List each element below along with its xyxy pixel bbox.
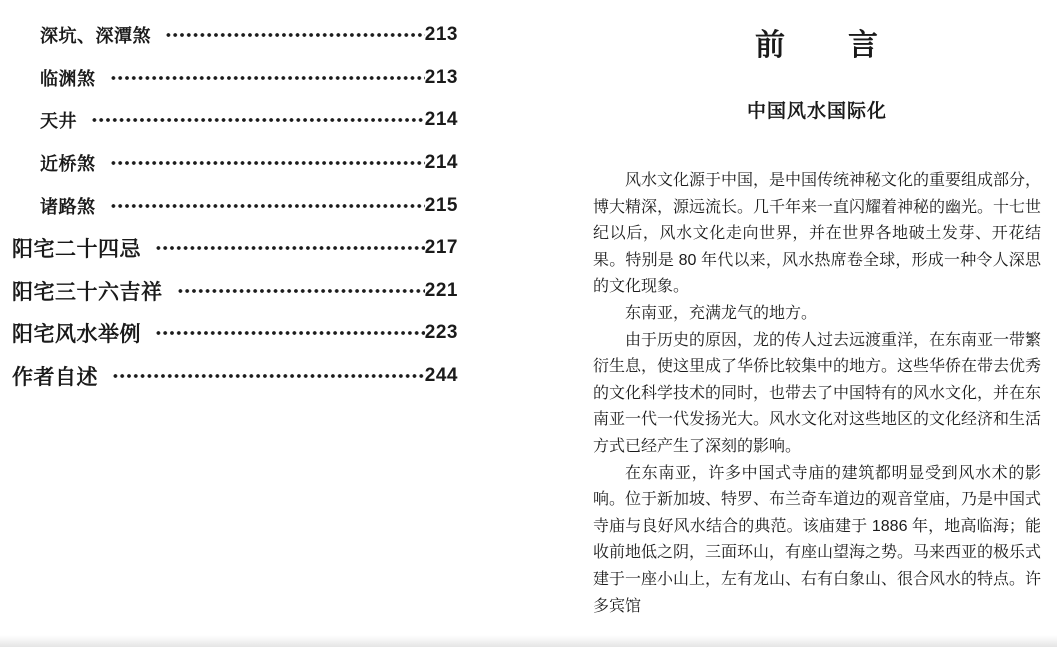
preface-body bbox=[593, 168, 1041, 620]
dot-leader bbox=[110, 67, 425, 89]
dot-leader bbox=[110, 195, 425, 217]
toc-entry bbox=[12, 355, 458, 398]
toc-page-number: 215 bbox=[424, 194, 458, 216]
toc-page-number: 221 bbox=[424, 279, 458, 301]
preface-paragraph: 风水文化源于中国，是中国传统神秘文化的重要组成部分，博大精深，源远流长。几千年来一直闪耀着神秘的幽光。十七世纪以后，风水文化走向世界，并在世界各地破土发芽、开花结果。特别是 80 年代以来，风水热席卷全球，形成一种令人深思的文化现象。 bbox=[593, 172, 1042, 296]
toc-page-number: 213 bbox=[424, 24, 458, 46]
dot-leader bbox=[155, 322, 425, 344]
toc-entry-label: 阳宅风水举例 bbox=[12, 323, 141, 347]
preface-paragraph: 在东南亚，许多中国式寺庙的建筑都明显受到风水术的影响。位于新加坡、特罗、布兰奇车道边的观音堂庙，乃是中国式寺庙与良好风水结合的典范。该庙建于 1886 年，地高临海；能收前地低之阴，三面环山，有座山望海之势。马来西亚的极乐式建于一座小山上，左有龙山、右有白象山、很合风水的特点。许多宾馆 bbox=[593, 464, 1042, 615]
dot-leader bbox=[177, 280, 425, 302]
dot-leader bbox=[91, 109, 425, 131]
dot-leader bbox=[110, 152, 425, 174]
toc-entry-label: 诸路煞 bbox=[40, 196, 96, 217]
toc-entry bbox=[12, 270, 458, 313]
toc-page-number: 223 bbox=[424, 322, 458, 344]
toc-entry bbox=[12, 14, 458, 57]
dot-leader bbox=[112, 365, 425, 387]
preface-paragraph: 由于历史的原因，龙的传人过去远渡重洋，在东南亚一带繁衍生息，使这里成了华侨比较集中的地方。这些华侨在带去优秀的文化科学技术的同时，也带去了中国特有的风水文化，并在东南亚一代一代发扬光大。风水文化对这些地区的文化经济和生活方式已经产生了深刻的影响。 bbox=[593, 331, 1042, 455]
toc-entry bbox=[12, 312, 458, 355]
toc-entry bbox=[12, 142, 458, 185]
toc-page-number: 213 bbox=[424, 66, 458, 88]
section-heading: 中国风水国际化 bbox=[746, 101, 887, 122]
toc-page-number: 217 bbox=[424, 237, 458, 259]
scan-shadow bbox=[0, 635, 1057, 647]
toc-entry-label: 作者自述 bbox=[12, 366, 98, 390]
table-of-contents bbox=[12, 14, 458, 397]
toc-entry-label: 阳宅二十四忌 bbox=[12, 238, 141, 262]
toc-entry-label: 近桥煞 bbox=[40, 154, 96, 175]
toc-entry bbox=[12, 57, 458, 100]
dot-leader bbox=[155, 237, 425, 259]
page-title: 前 言 bbox=[755, 29, 879, 62]
toc-entry-label: 临渊煞 bbox=[40, 68, 96, 89]
preface-paragraph: 东南亚，充满龙气的地方。 bbox=[625, 304, 818, 322]
dot-leader bbox=[165, 24, 425, 46]
preface-page bbox=[593, 28, 1041, 620]
toc-entry-label: 天井 bbox=[40, 111, 77, 132]
toc-page-number: 214 bbox=[424, 152, 458, 174]
toc-page-number: 244 bbox=[424, 365, 458, 387]
toc-page-number: 214 bbox=[424, 109, 458, 131]
toc-entry bbox=[12, 227, 458, 270]
toc-entry-label: 阳宅三十六吉祥 bbox=[12, 280, 163, 304]
toc-entry-label: 深坑、深潭煞 bbox=[40, 26, 151, 47]
toc-entry bbox=[12, 184, 458, 227]
toc-entry bbox=[12, 99, 458, 142]
